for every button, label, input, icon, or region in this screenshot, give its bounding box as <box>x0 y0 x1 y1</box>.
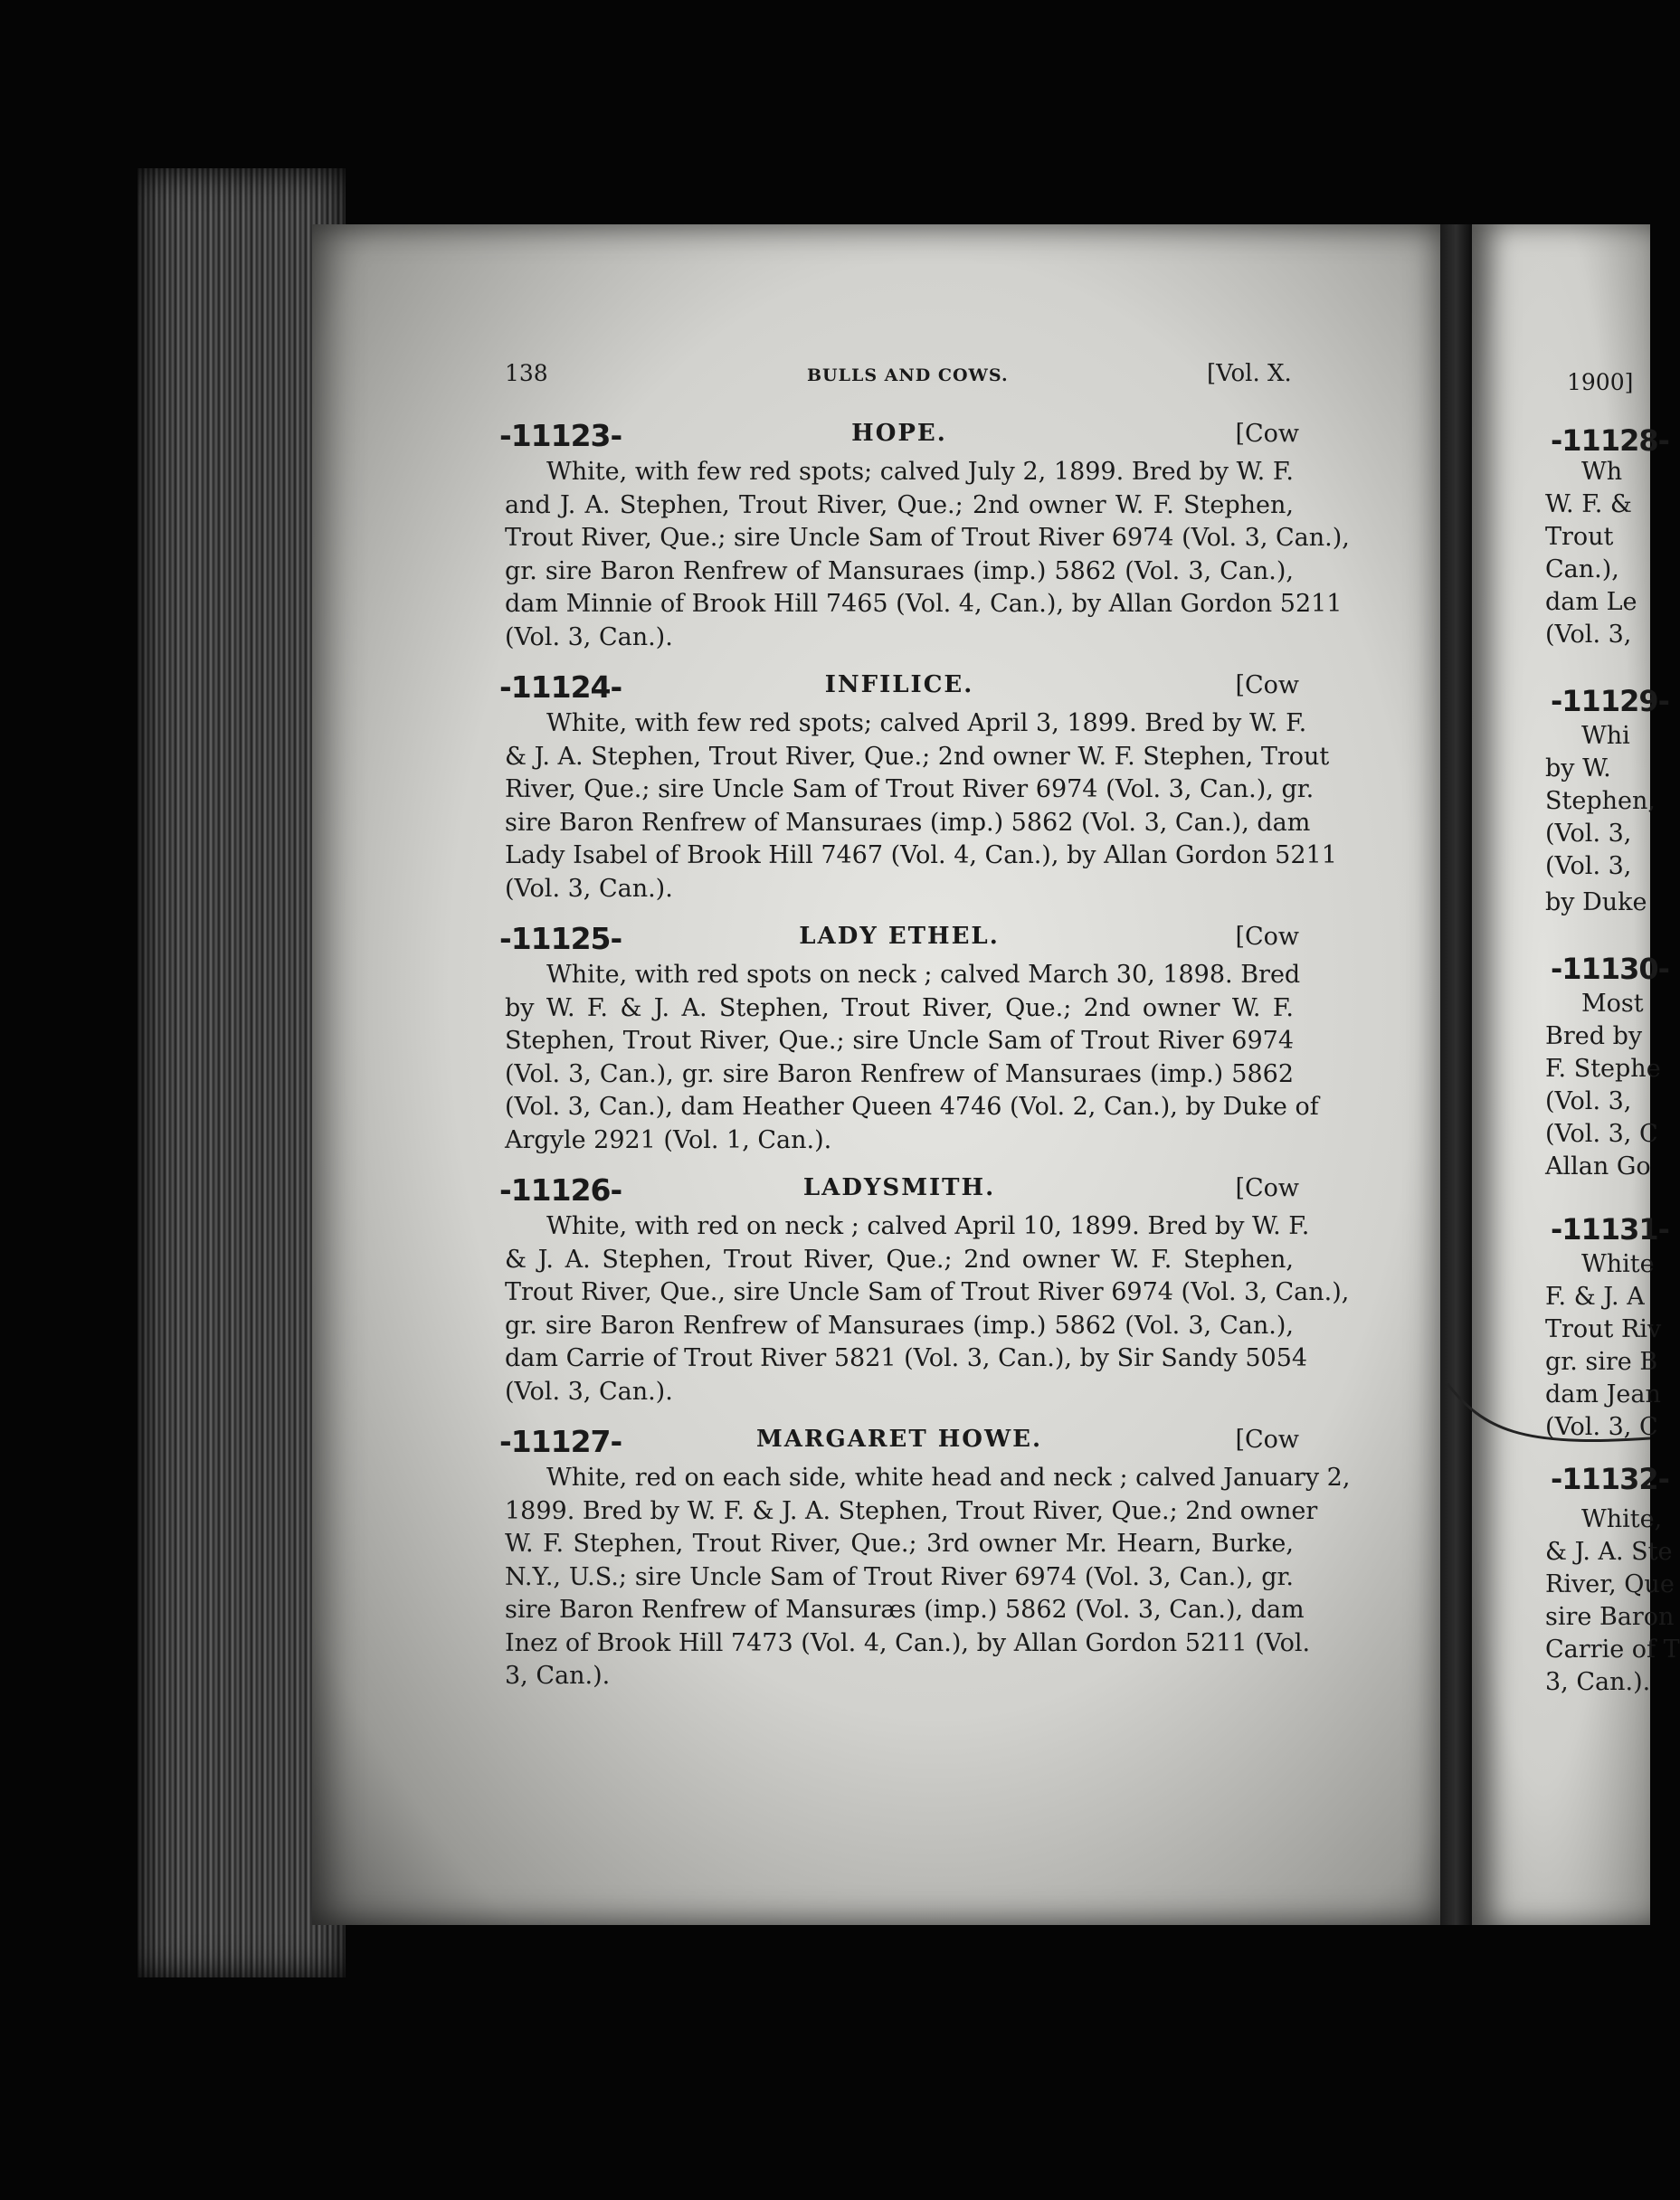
right-text-fragment: Whi <box>1581 722 1630 750</box>
entry-number: -11126- <box>499 1172 622 1208</box>
right-text-fragment: (Vol. 3, C <box>1545 1413 1658 1441</box>
right-text-fragment: dam Jean <box>1545 1380 1661 1408</box>
entry-sex: [Cow <box>1235 671 1299 699</box>
page-number: 138 <box>505 360 548 386</box>
entry-text-line: (Vol. 3, Can.). <box>505 622 673 651</box>
right-text-fragment: Most <box>1581 990 1644 1018</box>
right-entry-number: -11130- <box>1551 952 1669 986</box>
right-text-fragment: White, <box>1581 1505 1663 1533</box>
right-text-fragment: & J. A. Ste <box>1545 1538 1673 1566</box>
right-text-fragment: dam Le <box>1545 588 1637 616</box>
entry-sex: [Cow <box>1235 923 1299 951</box>
entry-text-line: Stephen, Trout River, Que.; sire Uncle Sam of Trout River 6974 <box>505 1027 1294 1055</box>
entry-text-line: dam Carrie of Trout River 5821 (Vol. 3, Can.), by Sir Sandy 5054 <box>505 1344 1308 1372</box>
right-text-fragment: (Vol. 3, C <box>1545 1120 1658 1148</box>
entry-header <box>499 418 1299 454</box>
entry-text-line: White, with red spots on neck ; calved March 30, 1898. Bred <box>546 961 1301 989</box>
right-text-fragment: F. Stephe <box>1545 1055 1661 1083</box>
entry-text-line: Lady Isabel of Brook Hill 7467 (Vol. 4, Can.), by Allan Gordon 5211 <box>505 841 1337 869</box>
entry-text-line: by W. F. & J. A. Stephen, Trout River, Que.; 2nd owner W. F. <box>505 993 1294 1022</box>
ink-mark <box>1447 1375 1650 1456</box>
entry-text-line: (Vol. 3, Can.), gr. sire Baron Renfrew of Mansuraes (imp.) 5862 <box>505 1059 1294 1088</box>
right-text-fragment: 3, Can.). <box>1545 1668 1651 1696</box>
right-text-fragment: Bred by <box>1545 1022 1643 1050</box>
right-text-fragment: sire Baron <box>1545 1603 1675 1631</box>
right-text-fragment: F. & J. A <box>1545 1283 1645 1311</box>
right-text-fragment: Stephen, <box>1545 787 1656 815</box>
right-page-header: 1900] <box>1567 369 1634 395</box>
entry-text-line: W. F. Stephen, Trout River, Que.; 3rd owner Mr. Hearn, Burke, <box>505 1530 1294 1558</box>
entry-text-line: gr. sire Baron Renfrew of Mansuraes (imp.) 5862 (Vol. 3, Can.), <box>505 556 1294 585</box>
entry-text-line: 3, Can.). <box>505 1662 611 1690</box>
entry-text-line: White, red on each side, white head and neck ; calved January 2, <box>546 1464 1351 1492</box>
entry-text-line: sire Baron Renfrew of Mansuraes (imp.) 5862 (Vol. 3, Can.), dam <box>505 808 1311 837</box>
entry-text-line: sire Baron Renfrew of Mansuræs (imp.) 5862 (Vol. 3, Can.), dam <box>505 1596 1305 1624</box>
entry-text-line: Inez of Brook Hill 7473 (Vol. 4, Can.), by Allan Gordon 5211 (Vol. <box>505 1628 1311 1657</box>
right-text-fragment: by Duke <box>1545 888 1647 916</box>
right-text-fragment: (Vol. 3, <box>1545 621 1632 649</box>
right-text-fragment: by W. <box>1545 754 1611 782</box>
entry-text-line: White, with few red spots; calved April 3, 1899. Bred by W. F. <box>546 709 1307 737</box>
entry-text-line: and J. A. Stephen, Trout River, Que.; 2nd owner W. F. Stephen, <box>505 490 1294 519</box>
book-gutter <box>1440 224 1472 1925</box>
entry-text-line: White, with red on neck ; calved April 10, 1899. Bred by W. F. <box>546 1212 1310 1240</box>
entry-number: -11124- <box>499 669 622 705</box>
entry-number: -11127- <box>499 1424 622 1459</box>
entry-text-line: (Vol. 3, Can.). <box>505 874 673 903</box>
right-text-fragment: Wh <box>1581 458 1623 486</box>
entry-text-line: (Vol. 3, Can.). <box>505 1377 673 1406</box>
running-title: BULLS AND COWS. <box>807 365 1009 385</box>
entry-text-line: Trout River, Que., sire Uncle Sam of Trout River 6974 (Vol. 3, Can.), <box>505 1278 1350 1306</box>
entry-text-line: Trout River, Que.; sire Uncle Sam of Trout River 6974 (Vol. 3, Can.), <box>505 524 1350 552</box>
entry-header <box>499 921 1299 957</box>
entry-name: LADYSMITH. <box>802 1174 996 1201</box>
entry-text-line: & J. A. Stephen, Trout River, Que.; 2nd owner W. F. Stephen, <box>505 1245 1294 1274</box>
right-text-fragment: (Vol. 3, <box>1545 1087 1632 1115</box>
entry-sex: [Cow <box>1235 420 1299 448</box>
entry-text-line: (Vol. 3, Can.), dam Heather Queen 4746 (Vol. 2, Can.), by Duke of <box>505 1093 1319 1121</box>
entry-name: INFILICE. <box>824 671 974 698</box>
right-text-fragment: W. F. & <box>1545 490 1632 518</box>
entry-sex: [Cow <box>1235 1426 1299 1454</box>
right-entry-number: -11129- <box>1551 684 1669 718</box>
right-entry-number: -11132- <box>1551 1462 1669 1496</box>
entry-name: MARGARET HOWE. <box>755 1426 1043 1453</box>
entry-name: LADY ETHEL. <box>799 923 1000 950</box>
volume-label: [Vol. X. <box>1207 360 1292 387</box>
right-entry-number: -11131- <box>1551 1212 1669 1247</box>
entry-header <box>499 1172 1299 1209</box>
entry-number: -11123- <box>499 418 622 453</box>
right-text-fragment: Trout <box>1545 523 1614 551</box>
right-text-fragment: Carrie of T <box>1545 1636 1680 1664</box>
entry-sex: [Cow <box>1235 1174 1299 1202</box>
right-entry-number: -11128- <box>1551 423 1669 458</box>
entry-text-line: gr. sire Baron Renfrew of Mansuraes (imp.) 5862 (Vol. 3, Can.), <box>505 1311 1294 1340</box>
entry-header <box>499 1424 1299 1460</box>
right-text-fragment: (Vol. 3, <box>1545 820 1632 848</box>
entry-name: HOPE. <box>851 420 947 447</box>
right-text-fragment: Can.), <box>1545 555 1619 583</box>
right-text-fragment: White <box>1581 1250 1655 1278</box>
entry-text-line: 1899. Bred by W. F. & J. A. Stephen, Trout River, Que.; 2nd owner <box>505 1496 1318 1525</box>
right-text-fragment: Trout Riv <box>1545 1315 1662 1343</box>
entry-text-line: Argyle 2921 (Vol. 1, Can.). <box>505 1125 832 1154</box>
entry-text-line: dam Minnie of Brook Hill 7465 (Vol. 4, Can.), by Allan Gordon 5211 <box>505 590 1343 618</box>
entry-text-line: & J. A. Stephen, Trout River, Que.; 2nd owner W. F. Stephen, Trout <box>505 742 1330 771</box>
entry-text-line: White, with few red spots; calved July 2, 1899. Bred by W. F. <box>546 458 1294 486</box>
entry-number: -11125- <box>499 921 622 956</box>
right-text-fragment: (Vol. 3, <box>1545 852 1632 880</box>
right-text-fragment: River, Que <box>1545 1570 1675 1598</box>
entry-header <box>499 669 1299 706</box>
right-text-fragment: gr. sire B <box>1545 1348 1658 1376</box>
entry-text-line: N.Y., U.S.; sire Uncle Sam of Trout River 6974 (Vol. 3, Can.), gr. <box>505 1562 1294 1591</box>
entry-text-line: River, Que.; sire Uncle Sam of Trout River 6974 (Vol. 3, Can.), gr. <box>505 775 1315 803</box>
right-text-fragment: Allan Go <box>1545 1152 1651 1181</box>
